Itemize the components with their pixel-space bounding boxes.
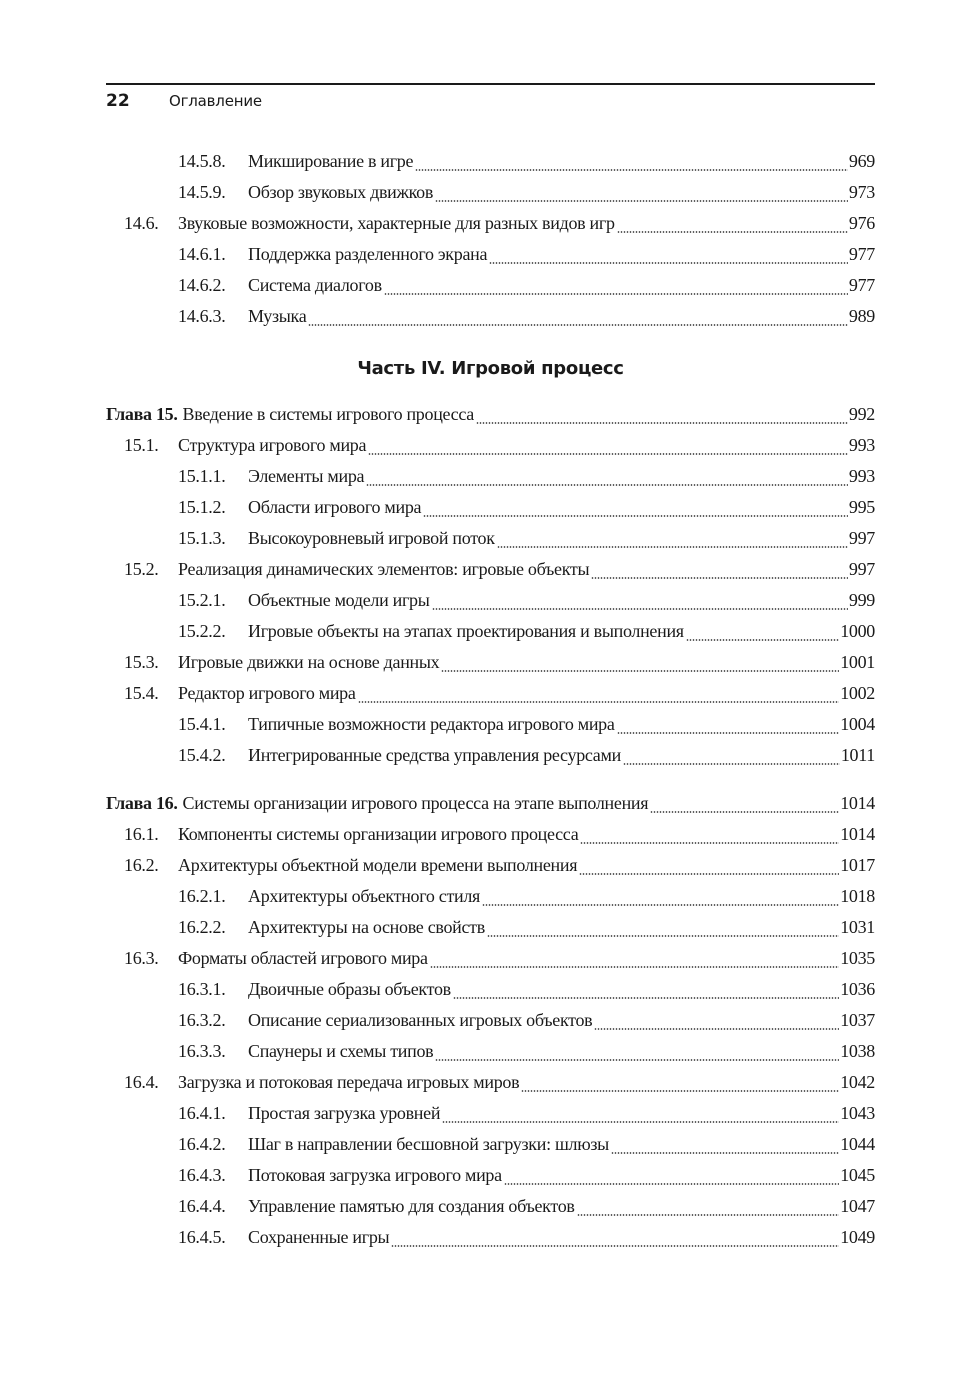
dot-leader	[442, 1109, 839, 1123]
page-number: 22	[106, 91, 130, 111]
chapter-title: Введение в системы игрового процесса	[182, 404, 474, 424]
entry-page: 1036	[840, 979, 875, 999]
entry-number: 16.1.	[124, 824, 159, 844]
entry-page: 969	[848, 151, 875, 171]
chapter-label: Глава 15.	[106, 404, 178, 424]
toc-entry[interactable]	[106, 1196, 875, 1222]
toc-entry[interactable]	[106, 1165, 875, 1191]
dot-leader	[591, 565, 848, 579]
toc-entry[interactable]	[106, 621, 875, 647]
entry-title: Интегрированные средства управления ресурсами	[248, 745, 621, 765]
entry-title: Поддержка разделенного экрана	[248, 244, 488, 264]
entry-page: 993	[848, 466, 875, 486]
entry-number: 15.1.3.	[178, 528, 226, 548]
entry-page: 1031	[840, 917, 875, 937]
entry-title: Игровые движки на основе данных	[178, 652, 440, 672]
dot-leader	[611, 1140, 839, 1154]
entry-title: Элементы мира	[248, 466, 365, 486]
dot-leader	[623, 751, 840, 765]
entry-number: 16.3.1.	[178, 979, 226, 999]
dot-leader	[430, 954, 839, 968]
entry-number: 15.2.2.	[178, 621, 226, 641]
entry-number: 16.4.1.	[178, 1103, 226, 1123]
dot-leader	[366, 472, 848, 486]
entry-number: 16.3.3.	[178, 1041, 226, 1061]
entry-number: 16.4.3.	[178, 1165, 226, 1185]
entry-page: 1038	[840, 1041, 875, 1061]
entry-page: 1045	[840, 1165, 875, 1185]
entry-title: Двоичные образы объектов	[248, 979, 451, 999]
entry-number: 16.2.	[124, 855, 159, 875]
entry-page: 1000	[840, 621, 875, 641]
entry-title: Система диалогов	[248, 275, 382, 295]
entry-title: Спаунеры и схемы типов	[248, 1041, 434, 1061]
entry-title: Микширование в игре	[248, 151, 414, 171]
entry-title: Игровые объекты на этапах проектирования и выполнения	[248, 621, 684, 641]
entry-title: Потоковая загрузка игрового мира	[248, 1165, 502, 1185]
dot-leader	[497, 534, 848, 548]
entry-title: Редактор игрового мира	[178, 683, 356, 703]
entry-page: 1014	[840, 824, 875, 844]
entry-page: 1047	[840, 1196, 875, 1216]
dot-leader	[521, 1078, 839, 1092]
entry-number: 14.6.2.	[178, 275, 226, 295]
entry-page: 1043	[840, 1103, 875, 1123]
dot-leader	[453, 985, 839, 999]
toc-entry[interactable]	[106, 948, 875, 974]
entry-title: Архитектуры объектной модели времени выполнения	[178, 855, 578, 875]
toc-entry[interactable]	[106, 1041, 875, 1067]
entry-page: 989	[848, 306, 875, 326]
toc-entry[interactable]	[106, 917, 875, 943]
entry-page: 1018	[840, 886, 875, 906]
entry-page: 1011	[840, 745, 875, 765]
entry-title: Описание сериализованных игровых объектов	[248, 1010, 593, 1030]
entry-title: Музыка	[248, 306, 307, 326]
entry-page: 993	[848, 435, 875, 455]
entry-page: 973	[848, 182, 875, 202]
dot-leader	[577, 1202, 840, 1216]
chapter-page: 1014	[840, 793, 875, 813]
toc-entry[interactable]	[106, 182, 875, 208]
entry-number: 15.4.2.	[178, 745, 226, 765]
toc-entry[interactable]	[106, 590, 875, 616]
entry-title: Архитектуры на основе свойств	[248, 917, 485, 937]
entry-page: 1002	[840, 683, 875, 703]
dot-leader	[617, 219, 848, 233]
toc-entry[interactable]	[106, 1103, 875, 1129]
entry-number: 14.6.3.	[178, 306, 226, 326]
dot-leader	[368, 441, 848, 455]
entry-page: 977	[848, 275, 875, 295]
toc-entry[interactable]	[106, 1134, 875, 1160]
chapter-label: Глава 16.	[106, 793, 178, 813]
entry-number: 14.6.1.	[178, 244, 226, 264]
dot-leader	[308, 312, 847, 326]
entry-page: 997	[848, 528, 875, 548]
entry-number: 16.4.2.	[178, 1134, 226, 1154]
toc-entry[interactable]	[106, 306, 875, 332]
entry-title: Компоненты системы организации игрового процесса	[178, 824, 579, 844]
entry-number: 16.2.1.	[178, 886, 226, 906]
entry-page: 976	[848, 213, 875, 233]
toc-entry[interactable]	[106, 213, 875, 239]
toc-entry[interactable]	[106, 824, 875, 850]
entry-number: 15.1.2.	[178, 497, 226, 517]
entry-number: 16.3.	[124, 948, 159, 968]
part-heading: Часть IV. Игровой процесс	[357, 358, 624, 379]
toc-entry[interactable]	[106, 745, 875, 771]
entry-page: 997	[848, 559, 875, 579]
dot-leader	[487, 923, 839, 937]
entry-number: 15.2.	[124, 559, 159, 579]
toc-entry[interactable]	[106, 1010, 875, 1036]
toc-entry[interactable]	[106, 1227, 875, 1253]
toc-entry[interactable]	[106, 244, 875, 270]
entry-number: 14.6.	[124, 213, 159, 233]
entry-number: 16.4.4.	[178, 1196, 226, 1216]
entry-title: Звуковые возможности, характерные для разных видов игр	[178, 213, 615, 233]
toc-entry[interactable]	[106, 275, 875, 301]
entry-title: Области игрового мира	[248, 497, 422, 517]
entry-number: 15.1.	[124, 435, 159, 455]
entry-number: 15.4.	[124, 683, 159, 703]
entry-number: 16.2.2.	[178, 917, 226, 937]
toc-entry[interactable]	[106, 466, 875, 492]
entry-number: 16.4.5.	[178, 1227, 226, 1247]
running-title: Оглавление	[169, 92, 262, 110]
dot-leader	[504, 1171, 839, 1185]
toc-entry[interactable]	[106, 435, 875, 461]
dot-leader	[617, 720, 840, 734]
toc-entry[interactable]	[106, 652, 875, 678]
entry-page: 1004	[840, 714, 875, 734]
entry-number: 16.4.	[124, 1072, 159, 1092]
dot-leader	[579, 861, 839, 875]
entry-title: Высокоуровневый игровой поток	[248, 528, 495, 548]
entry-number: 15.4.1.	[178, 714, 226, 734]
toc-entry[interactable]	[106, 497, 875, 523]
entry-page: 977	[848, 244, 875, 264]
dot-leader	[580, 830, 839, 844]
toc-entry[interactable]	[106, 683, 875, 709]
entry-page: 1044	[840, 1134, 875, 1154]
entry-title: Загрузка и потоковая передача игровых миров	[178, 1072, 520, 1092]
entry-page: 1035	[840, 948, 875, 968]
toc-entry[interactable]	[106, 1072, 875, 1098]
toc-chapter-entry[interactable]	[106, 404, 875, 430]
entry-title: Объектные модели игры	[248, 590, 430, 610]
dot-leader	[594, 1016, 839, 1030]
dot-leader	[358, 689, 840, 703]
entry-page: 1049	[840, 1227, 875, 1247]
entry-title: Простая загрузка уровней	[248, 1103, 441, 1123]
toc-entry[interactable]	[106, 886, 875, 912]
entry-page: 1042	[840, 1072, 875, 1092]
chapter-title: Системы организации игрового процесса на этапе выполнения	[182, 793, 649, 813]
entry-title: Управление памятью для создания объектов	[248, 1196, 575, 1216]
dot-leader	[686, 627, 839, 641]
dot-leader	[384, 281, 848, 295]
entry-number: 16.3.2.	[178, 1010, 226, 1030]
running-head	[106, 91, 262, 113]
dot-leader	[432, 596, 848, 610]
entry-title: Архитектуры объектного стиля	[248, 886, 481, 906]
dot-leader	[482, 892, 839, 906]
entry-title: Форматы областей игрового мира	[178, 948, 428, 968]
entry-page: 995	[848, 497, 875, 517]
dot-leader	[423, 503, 848, 517]
entry-page: 1001	[840, 652, 875, 672]
toc-entry[interactable]	[106, 979, 875, 1005]
entry-number: 14.5.8.	[178, 151, 226, 171]
toc-entry[interactable]	[106, 151, 875, 177]
toc-entry[interactable]	[106, 714, 875, 740]
toc-chapter-entry[interactable]	[106, 793, 875, 819]
dot-leader	[441, 658, 839, 672]
dot-leader	[391, 1233, 839, 1247]
toc-entry[interactable]	[106, 559, 875, 585]
entry-number: 15.2.1.	[178, 590, 226, 610]
entry-number: 15.1.1.	[178, 466, 226, 486]
entry-page: 999	[848, 590, 875, 610]
entry-title: Шаг в направлении бесшовной загрузки: шлюзы	[248, 1134, 609, 1154]
toc-entry[interactable]	[106, 855, 875, 881]
dot-leader	[476, 410, 848, 424]
entry-title: Типичные возможности редактора игрового мира	[248, 714, 615, 734]
entry-title: Обзор звуковых движков	[248, 182, 434, 202]
dot-leader	[435, 1047, 839, 1061]
entry-title: Реализация динамических элементов: игровые объекты	[178, 559, 590, 579]
entry-number: 14.5.9.	[178, 182, 226, 202]
entry-title: Структура игрового мира	[178, 435, 367, 455]
dot-leader	[435, 188, 848, 202]
chapter-page: 992	[848, 404, 875, 424]
dot-leader	[489, 250, 848, 264]
entry-title: Сохраненные игры	[248, 1227, 390, 1247]
dot-leader	[650, 799, 839, 813]
entry-number: 15.3.	[124, 652, 159, 672]
toc-entry[interactable]	[106, 528, 875, 554]
entry-page: 1017	[840, 855, 875, 875]
dot-leader	[415, 157, 848, 171]
entry-page: 1037	[840, 1010, 875, 1030]
header-rule	[106, 83, 875, 85]
